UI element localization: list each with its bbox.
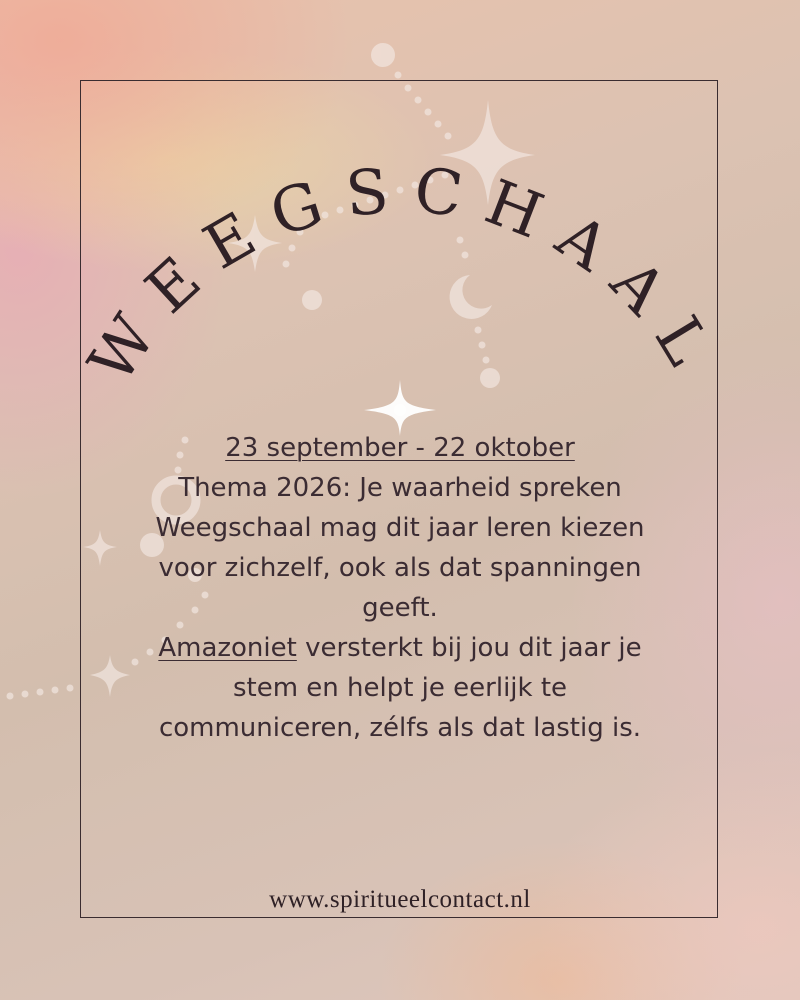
stone-paragraph: [150, 628, 650, 748]
stone-link[interactable]: Amazoniet: [158, 633, 297, 663]
theme-line: Thema 2026: Je waarheid spreken: [178, 473, 622, 503]
description: Weegschaal mag dit jaar leren kiezen voor zichzelf, ook als dat spanningen geeft.: [155, 513, 645, 623]
website-url[interactable]: www.spiritueelcontact.nl: [269, 886, 531, 913]
page-title: WEEGSCHAAL: [74, 152, 736, 396]
date-range: 23 september - 22 oktober: [225, 433, 575, 463]
content-block: [150, 428, 650, 748]
stone-text: versterkt bij jou dit jaar je stem en helpt je eerlijk te communiceren, zélfs als dat lastig is.: [158, 633, 642, 743]
